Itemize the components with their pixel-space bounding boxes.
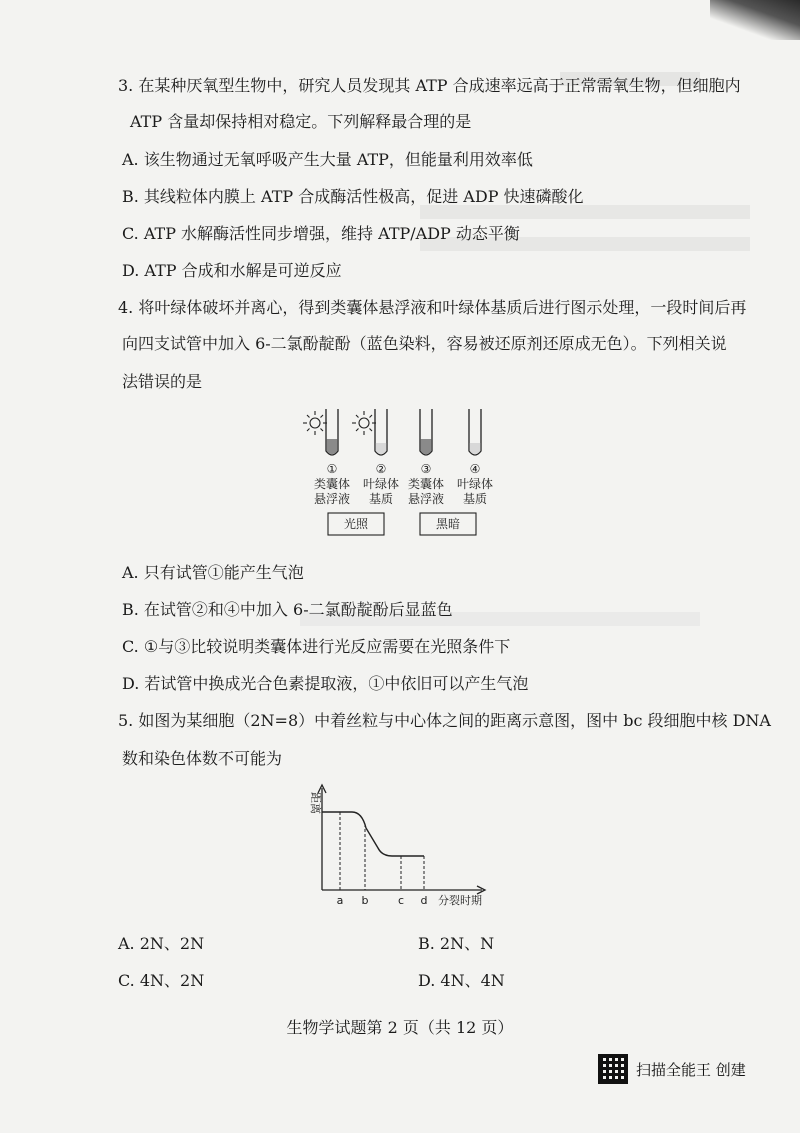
q4-stem-line-2: 向四支试管中加入 6-二氯酚靛酚（蓝色染料，容易被还原剂还原成无色）。下列相关说 (122, 334, 727, 353)
tube-3-label-line-2: 悬浮液 (407, 492, 445, 506)
q5-option-c: C. 4N、2N (118, 971, 205, 990)
q3-option-c: C. ATP 水解酶活性同步增强，维持 ATP/ADP 动态平衡 (122, 224, 520, 243)
test-tube-2 (375, 409, 387, 455)
test-tube-3 (420, 409, 432, 455)
q5-stem-line-1: 5. 如图为某细胞（2N=8）中着丝粒与中心体之间的距离示意图，图中 bc 段细胞中核 DNA (118, 711, 771, 730)
test-tube-4 (469, 409, 481, 455)
qr-code-icon (598, 1054, 628, 1084)
tube-4-label-line-2: 基质 (462, 492, 488, 506)
point-label-a: a (336, 894, 344, 907)
q3-option-a: A. 该生物通过无氧呼吸产生大量 ATP，但能量利用效率低 (122, 150, 533, 169)
sun-icon (303, 411, 327, 435)
q4-option-a: A. 只有试管①能产生气泡 (122, 563, 304, 582)
q5-option-b: B. 2N、N (418, 934, 495, 953)
tube-1-label-line-1: 类囊体 (313, 477, 351, 491)
q4-option-d: D. 若试管中换成光合色素提取液，①中依旧可以产生气泡 (122, 674, 529, 693)
tube-3-number: ③ (420, 462, 432, 476)
light-condition-label: 光照 (343, 517, 369, 531)
tube-1-label-line-2: 悬浮液 (313, 492, 351, 506)
q5-stem-line-2: 数和染色体数不可能为 (122, 749, 283, 768)
watermark-text: 扫描全能王 创建 (636, 1060, 746, 1079)
q4-option-b: B. 在试管②和④中加入 6-二氯酚靛酚后显蓝色 (122, 600, 453, 619)
q4-stem-line-3: 法错误的是 (122, 372, 203, 391)
tube-4-number: ④ (469, 462, 481, 476)
y-axis-label: 距离 (309, 792, 322, 814)
point-label-b: b (361, 894, 369, 907)
q4-option-c: C. ①与③比较说明类囊体进行光反应需要在光照条件下 (122, 637, 511, 656)
scan-corner-shadow (710, 0, 800, 40)
sun-icon (352, 411, 376, 435)
q3-stem-line-2: ATP 含量却保持相对稳定。下列解释最合理的是 (130, 112, 472, 131)
test-tube-1 (326, 409, 338, 455)
dark-condition-label: 黑暗 (435, 517, 461, 531)
tube-2-label-line-1: 叶绿体 (362, 477, 400, 491)
tube-2-number: ② (375, 462, 387, 476)
tube-2-label-line-2: 基质 (368, 492, 394, 506)
q3-option-d: D. ATP 合成和水解是可逆反应 (122, 261, 342, 280)
q5-option-d: D. 4N、4N (418, 971, 505, 990)
scanner-watermark (598, 1054, 746, 1084)
bleed-through-mark (420, 205, 750, 219)
page-footer: 生物学试题第 2 页（共 12 页） (286, 1018, 514, 1037)
q5-option-a: A. 2N、2N (118, 934, 205, 953)
x-axis-label: 分裂时期 (438, 894, 482, 907)
tube-4-label-line-1: 叶绿体 (456, 477, 494, 491)
q4-stem-line-1: 4. 将叶绿体破坏并离心，得到类囊体悬浮液和叶绿体基质后进行图示处理，一段时间后再 (118, 298, 747, 317)
distance-curve (322, 812, 424, 856)
distance-graph (300, 782, 500, 912)
q3-stem-line-1: 3. 在某种厌氧型生物中，研究人员发现其 ATP 合成速率远高于正常需氧生物，但细胞内 (118, 76, 741, 95)
tube-1-number: ① (326, 462, 338, 476)
point-label-c: c (397, 894, 405, 907)
tube-3-label-line-1: 类囊体 (407, 477, 445, 491)
point-label-d: d (420, 894, 428, 907)
test-tube-diagram (300, 405, 510, 545)
q3-option-b: B. 其线粒体内膜上 ATP 合成酶活性极高，促进 ADP 快速磷酸化 (122, 187, 584, 206)
